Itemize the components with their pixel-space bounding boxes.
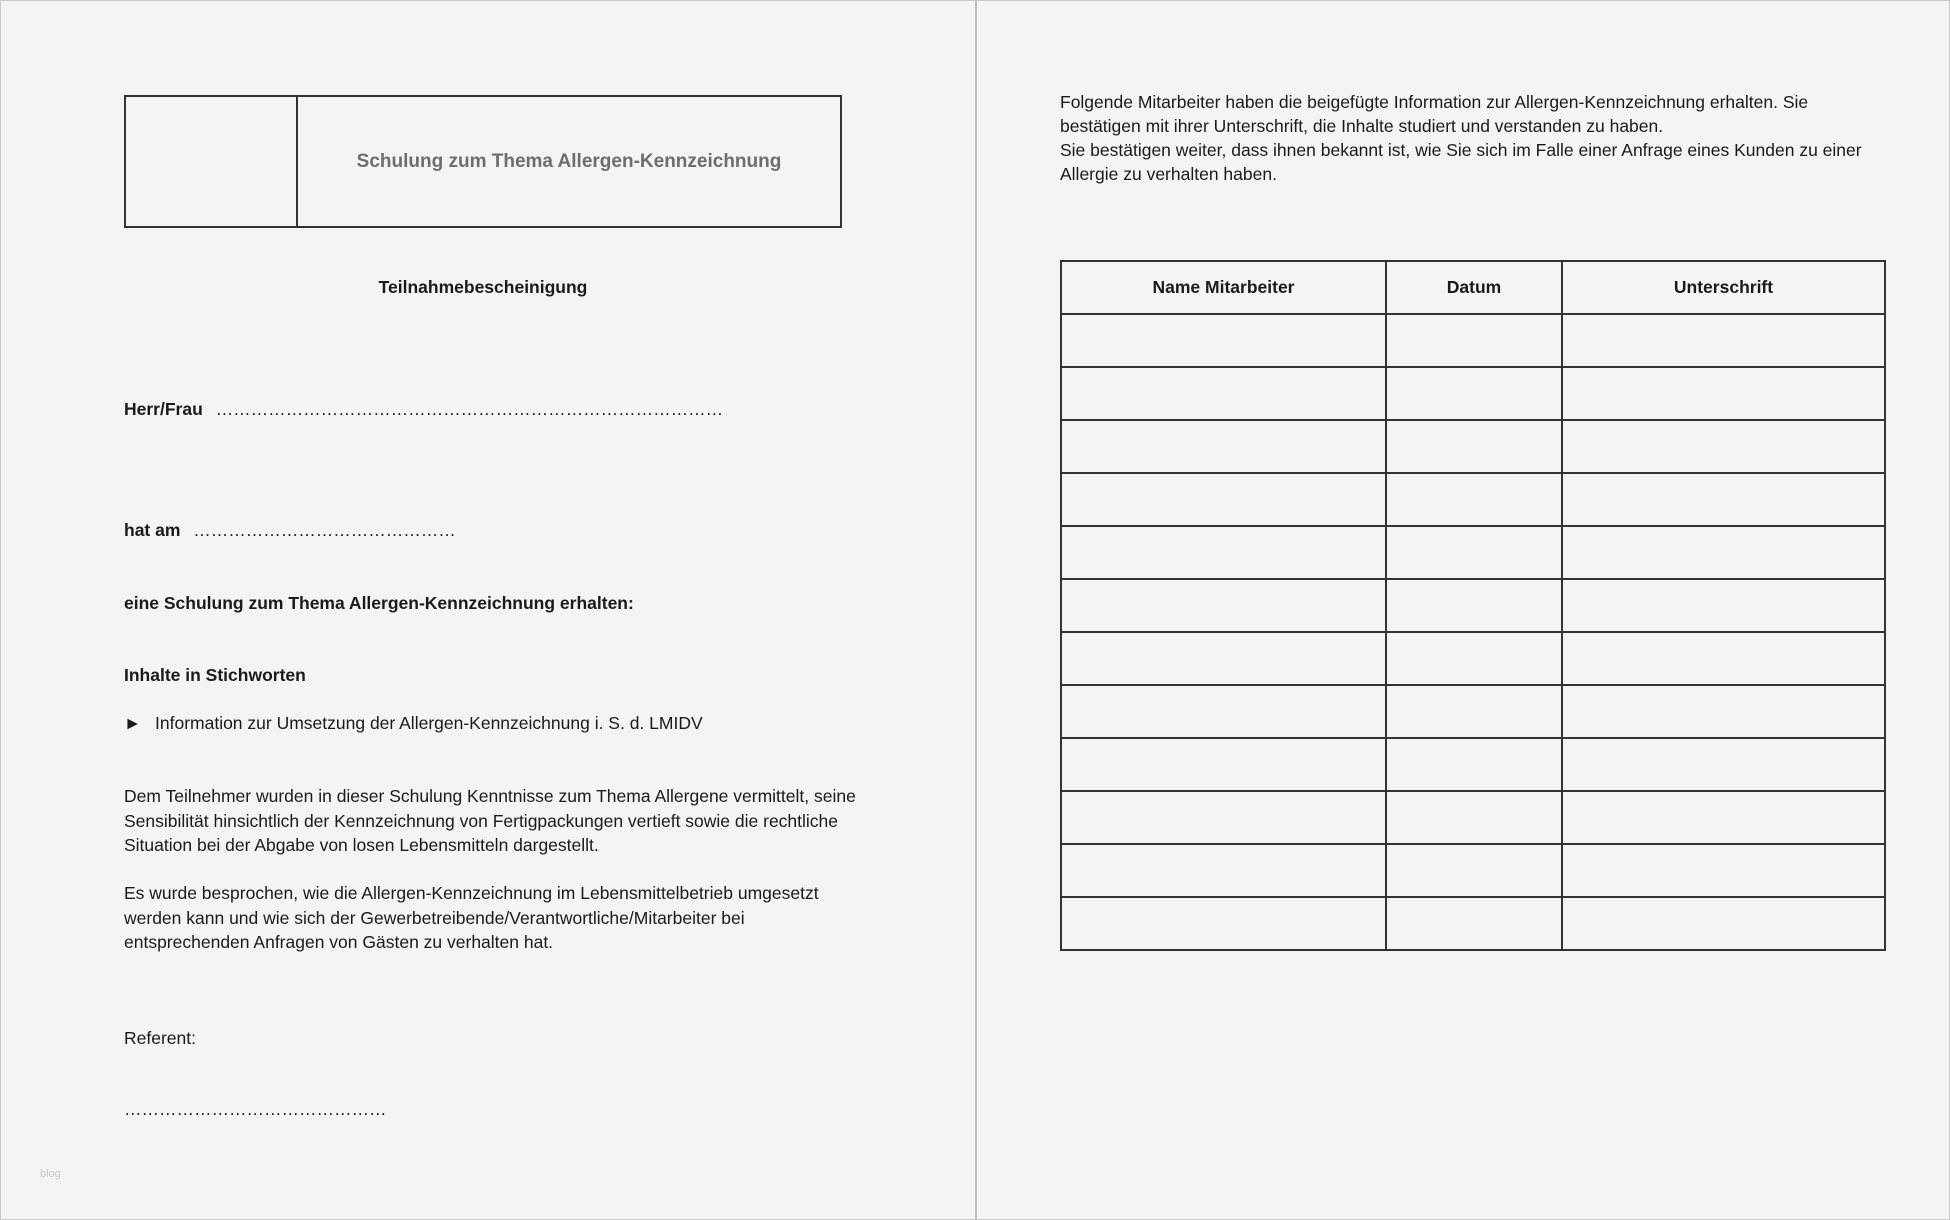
signature-cell — [1562, 791, 1885, 844]
date-cell — [1386, 473, 1562, 526]
date-cell — [1386, 897, 1562, 950]
name-cell — [1061, 579, 1386, 632]
date-cell — [1386, 632, 1562, 685]
date-label: hat am — [124, 520, 181, 540]
received-line: eine Schulung zum Thema Allergen-Kennzeichnung erhalten: — [124, 593, 634, 613]
name-cell — [1061, 526, 1386, 579]
date-cell — [1386, 367, 1562, 420]
table-row — [1061, 526, 1885, 579]
date-cell — [1386, 579, 1562, 632]
contents-heading: Inhalte in Stichworten — [124, 665, 306, 685]
header-box — [124, 95, 842, 228]
intro-paragraph-2: Sie bestätigen weiter, dass ihnen bekannt ist, wie Sie sich im Falle einer Anfrage eines Kunden zu einer Allergie zu verhalten haben. — [1060, 140, 1862, 184]
signature-cell — [1562, 314, 1885, 367]
name-cell — [1061, 844, 1386, 897]
signature-cell — [1562, 738, 1885, 791]
name-cell — [1061, 897, 1386, 950]
table-row — [1061, 738, 1885, 791]
table-row — [1061, 791, 1885, 844]
signature-cell — [1562, 685, 1885, 738]
paragraph-1: Dem Teilnehmer wurden in dieser Schulung Kenntnisse zum Thema Allergene vermittelt, seine Sensibilität hinsichtlich der Kennzeichnung von Fertigpackungen vertieft sowie die rechtliche Situation bei der Abgabe von losen Lebensmitteln dargestellt. — [124, 786, 856, 855]
table-row — [1061, 685, 1885, 738]
table-row — [1061, 367, 1885, 420]
date-cell — [1386, 738, 1562, 791]
signature-cell — [1562, 632, 1885, 685]
table-row — [1061, 897, 1885, 950]
signature-table — [1060, 260, 1886, 951]
page-divider — [975, 0, 977, 1220]
name-cell — [1061, 632, 1386, 685]
signature-cell — [1562, 579, 1885, 632]
table-row — [1061, 420, 1885, 473]
table-row — [1061, 579, 1885, 632]
signature-cell — [1562, 844, 1885, 897]
referent-label: Referent: — [124, 1028, 196, 1048]
name-cell — [1061, 473, 1386, 526]
bullet-text: Information zur Umsetzung der Allergen-Kennzeichnung i. S. d. LMIDV — [155, 713, 703, 733]
bullet-item — [124, 713, 703, 734]
bullet-arrow-icon: ► — [124, 713, 142, 733]
date-cell — [1386, 420, 1562, 473]
name-cell — [1061, 738, 1386, 791]
name-cell — [1061, 420, 1386, 473]
signature-cell — [1562, 367, 1885, 420]
name-cell — [1061, 791, 1386, 844]
date-dots: ……………………………………… — [193, 520, 456, 540]
paragraph-2: Es wurde besprochen, wie die Allergen-Kennzeichnung im Lebensmittelbetrieb umgesetzt werden kann und wie sich der Gewerbetreibende/Verantwortliche/Mitarbeiter bei entsprechenden Anfragen von Gästen zu verhalten hat. — [124, 883, 819, 952]
table-row — [1061, 632, 1885, 685]
intro-text — [1060, 90, 1890, 186]
column-header-signature: Unterschrift — [1562, 261, 1885, 314]
header-title: Schulung zum Thema Allergen-Kennzeichnung — [356, 150, 782, 172]
date-cell — [1386, 791, 1562, 844]
subtitle: Teilnahmebescheinigung — [378, 277, 588, 297]
table-row — [1061, 844, 1885, 897]
name-label: Herr/Frau — [124, 399, 203, 419]
signature-cell — [1562, 473, 1885, 526]
table-header-row — [1061, 261, 1885, 314]
date-line — [124, 520, 456, 541]
referent-dots: ……………………………………… — [124, 1099, 387, 1119]
name-cell — [1061, 367, 1386, 420]
signature-cell — [1562, 526, 1885, 579]
name-line — [124, 399, 723, 420]
column-header-name: Name Mitarbeiter — [1061, 261, 1386, 314]
column-header-date: Datum — [1386, 261, 1562, 314]
logo-placeholder — [126, 97, 298, 226]
name-dots: …………………………………………………………………………… — [215, 399, 724, 419]
signature-cell — [1562, 420, 1885, 473]
intro-paragraph-1: Folgende Mitarbeiter haben die beigefügte Information zur Allergen-Kennzeichnung erhalten. Sie bestätigen mit ihrer Unterschrift, die Inhalte studiert und verstanden zu haben. — [1060, 92, 1809, 136]
date-cell — [1386, 526, 1562, 579]
date-cell — [1386, 314, 1562, 367]
date-cell — [1386, 844, 1562, 897]
name-cell — [1061, 314, 1386, 367]
watermark: blog — [40, 1168, 61, 1180]
signature-cell — [1562, 897, 1885, 950]
table-row — [1061, 473, 1885, 526]
name-cell — [1061, 685, 1386, 738]
date-cell — [1386, 685, 1562, 738]
table-row — [1061, 314, 1885, 367]
